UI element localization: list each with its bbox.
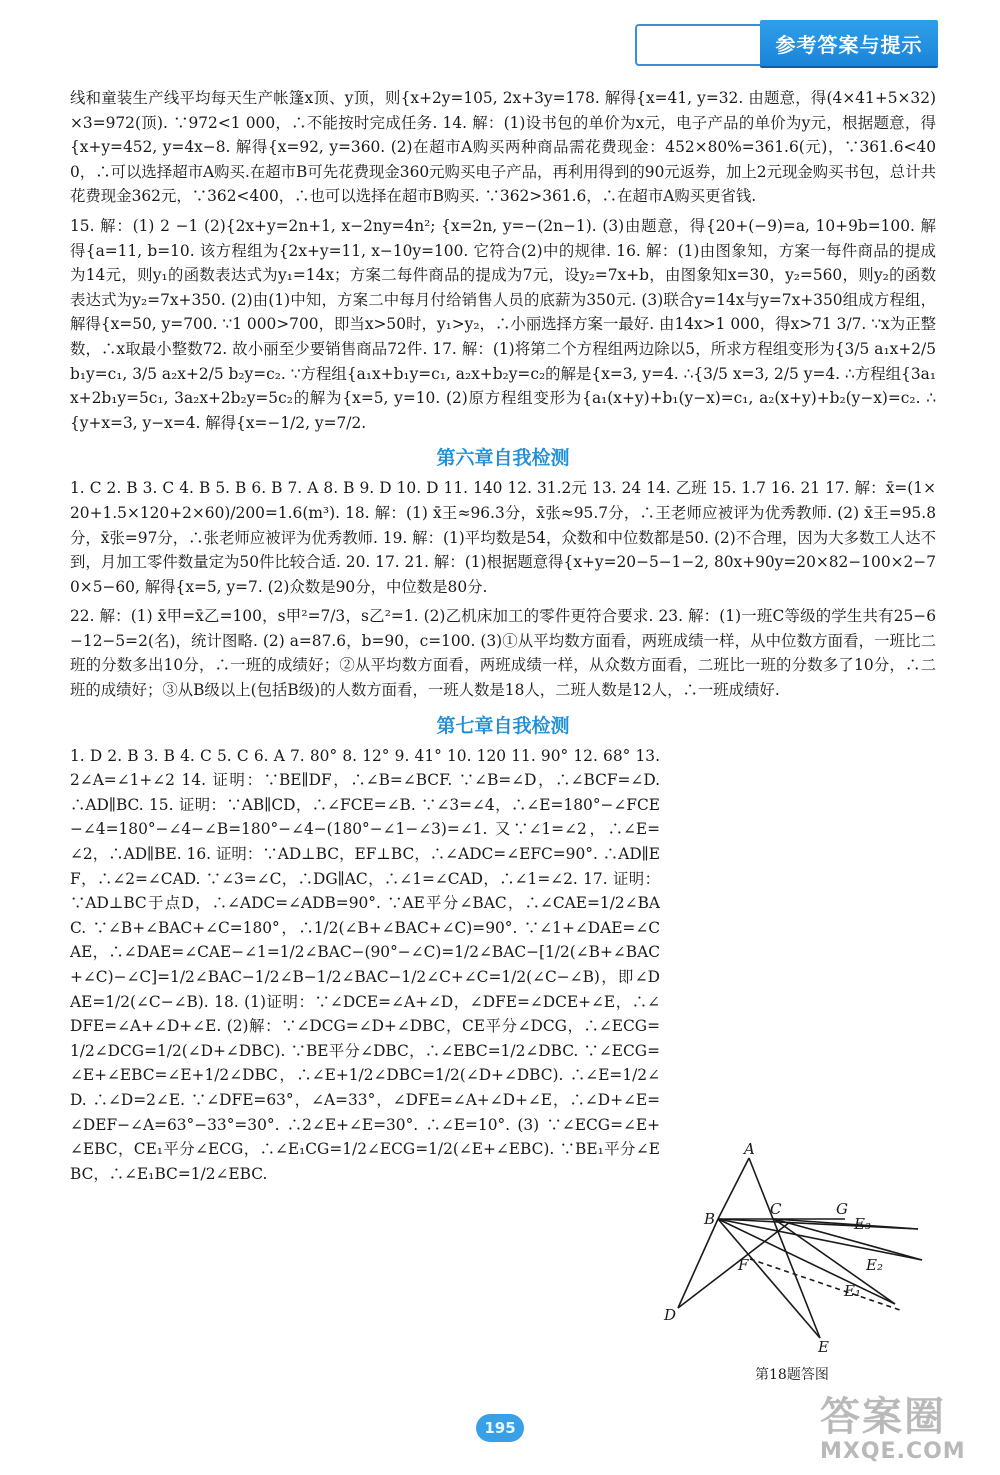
geometry-figure [660,1142,930,1387]
point-label-e: E [818,1338,829,1356]
header-title: 参考答案与提示 [775,33,923,57]
answer-paragraph: 1. D 2. B 3. B 4. C 5. C 6. A 7. 80° 8. 12° 9. 41° 10. 120 11. 90° 12. 68° 13. 2∠A=∠1+∠2 14. 证明：∵BE∥DF，∴∠B=∠BCF. ∵∠B=∠D，∴∠BCF=∠D. ∴AD∥BC. 15. 证明：∵AB∥CD，∴∠FCE=∠B. ∵∠3=∠4，∴∠E=180°−∠FCE−∠4=180°−∠4−∠B=180°−∠4−(180°−∠1−∠3)=∠1. 又∵∠1=∠2，∴∠E=∠2，∴AD∥BE. 16. 证明：∵AD⊥BC，EF⊥BC，∴∠ADC=∠EFC=90°. ∴AD∥EF，∴∠2=∠CAD. ∵∠3=∠C，∴DG∥AC，∴∠1=∠CAD，∴∠1=∠2. 17. 证明：∵AD⊥BC于点D，∴∠ADC=∠ADB=90°. ∵AE平分∠BAC，∴∠CAE=1/2∠BAC. ∵∠B+∠BAC+∠C=180°，∴1/2(∠B+∠BAC+∠C)=90°. ∵∠1+∠DAE=∠CAE，∴∠DAE=∠CAE−∠1=1/2∠BAC−(90°−∠C)=1/2∠BAC−[1/2(∠B+∠BAC+∠C)−∠C]=1/2∠BAC−1/2∠B−1/2∠BAC−1/2∠C+∠C=1/2(∠C−∠B)，即∠DAE=1/2(∠C−∠B). 18. (1)证明：∵∠DCE=∠A+∠D，∠DFE=∠DCE+∠E，∴∠DFE=∠A+∠D+∠E. (2)解：∵∠DCG=∠D+∠DBC，CE平分∠DCG，∴∠ECG=1/2∠DCG=1/2(∠D+∠DBC). ∵BE平分∠DBC，∴∠EBC=1/2∠DBC. ∵∠ECG=∠E+∠EBC=∠E+1/2∠DBC，∴∠E+1/2∠DBC=1/2(∠D+∠DBC). ∴∠E=1/2∠D. ∴∠D=2∠E. ∵∠DFE=63°，∠A=33°，∠DFE=∠A+∠D+∠E，∴∠D+∠E=∠DEF−∠A=63°−33°=30°. ∴2∠E+∠E=30°. ∴∠E=10°. (3) ∵∠ECG=∠E+∠EBC，CE₁平分∠ECG，∴∠E₁CG=1/2∠ECG=1/2(∠E+∠EBC). ∵BE₁平分∠EBC，∴∠E₁BC=1/2∠EBC. [70,746,660,1183]
header-banner [760,20,938,66]
point-label-f: F [738,1256,749,1274]
answer-paragraph: 22. 解：(1) x̄甲=x̄乙=100，s甲²=7/3，s乙²=1. (2)乙机床加工的零件更符合要求. 23. 解：(1)一班C等级的学生共有25−6−12−5=2(名)，统计图略. (2) a=87.6，b=90，c=100. (3)①从平均数方面看，两班成绩一样，从中位数方面看，一班比二班的分数多出10分，∴一班的成绩好；②从平均数方面看，两班成绩一样，从众数方面看，二班比一班的分数多了10分，∴二班的成绩好；③从B级以上(包括B级)的人数方面看，一班人数是18人，二班人数是12人，∴一班成绩好. [70,607,936,700]
figure-caption: 第18题答图 [755,1367,829,1383]
point-label-g: G [836,1200,848,1218]
chapter-heading: 第七章自我检测 [436,714,570,737]
page-number: 195 [476,1414,524,1442]
chapter-heading: 第六章自我检测 [436,447,570,470]
answer-content [70,86,936,1191]
watermark-title: 答案圈 [820,1394,946,1440]
answer-paragraph: 15. 解：(1) 2 −1 (2){2x+y=2n+1, x−2ny=4n²; {x=2n, y=−(2n−1). (3)由题意，得{20+(−9)=a, 10+9b=100. 解得{a=11, b=10. 该方程组为{2x+y=11, x−10y=100. 它符合(2)中的规律. 16. 解：(1)由图象知，方案一每件商品的提成为14元，则y₁的函数表达式为y₁=14x；方案二每件商品的提成为7元，设y₂=7x+b，由图象知x=30，y₂=560，则y₂的函数表达式为y₂=7x+350. (2)由(1)中知，方案二中每月付给销售人员的底薪为350元. (3)联合y=14x与y=7x+350组成方程组，解得{x=50, y=700. ∵1 000>700，即当x>50时，y₁>y₂，∴小丽选择方案一最好. 由14x>1 000，得x>71 3/7. ∵x为正整数，∴x取最小整数72. 故小丽至少要销售商品72件. 17. 解：(1)将第二个方程组两边除以5，所求方程组变形为{3/5 a₁x+2/5 b₁y=c₁, 3/5 a₂x+2/5 b₂y=c₂. ∵方程组{a₁x+b₁y=c₁, a₂x+b₂y=c₂的解是{x=3, y=4. ∴{3/5 x=3, 2/5 y=4. ∴方程组{3a₁x+2b₁y=5c₁, 3a₂x+2b₂y=5c₂的解为{x=5, y=10. (2)原方程组变形为{a₁(x+y)+b₁(y−x)=c₁, a₂(x+y)+b₂(y−x)=c₂. ∴{y+x=3, y−x=4. 解得{x=−1/2, y=7/2. [70,216,936,432]
watermark-url: MXQE.COM [820,1439,966,1464]
point-label-e2: E₂ [866,1256,883,1274]
answer-paragraph: 线和童装生产线平均每天生产帐篷x顶、y顶，则{x+2y=105, 2x+3y=178. 解得{x=41, y=32. 由题意，得(4×41+5×32)×3=972(顶). ∵972<1 000，∴不能按时完成任务. 14. 解：(1)设书包的单价为x元，电子产品的单价为y元，根据题意，得{x+y=452, y=4x−8. 解得{x=92, y=360. (2)在超市A购买两种商品需花费现金：452×80%=361.6(元)，∵361.6<400，∴可以选择超市A购买.在超市B可先花费现金360元购买电子产品，再利用得到的90元返券，加上2元现金购买书包，总计共花费现金362元，∵362<400，∴也可以选择在超市B购买. ∵362>361.6，∴在超市A购买更省钱. [70,89,936,206]
point-label-b: B [704,1210,716,1228]
point-label-c: C [770,1200,782,1218]
answer-paragraph: 1. C 2. B 3. C 4. B 5. B 6. B 7. A 8. B 9. D 10. D 11. 140 12. 31.2元 13. 24 14. 乙班 15. 1.7 16. 21 17. 解：x̄=(1×20+1.5×120+2×60)/200=1.6(m³). 18. 解：(1) x̄王≈96.3分，x̄张≈95.7分，∴王老师应被评为优秀教师. (2) x̄王=95.8分，x̄张=97分，∴张老师应被评为优秀教师. 19. 解：(1)平均数是54，众数和中位数都是50. (2)不合理，因为大多数工人达不到，月加工零件数量定为50件比较合适. 20. 17. 21. 解：(1)根据题意得{x+y=20−5−1−2, 80x+90y=20×82−100×2−70×5−60, 解得{x=5, y=7. (2)众数是90分，中位数是80分. [70,479,936,596]
point-label-d: D [664,1306,677,1324]
point-label-e1: E₁ [844,1282,861,1300]
point-label-e3: E₃ [854,1215,871,1233]
header-frame [635,24,767,66]
point-label-a: A [744,1142,755,1158]
watermark [820,1395,990,1471]
